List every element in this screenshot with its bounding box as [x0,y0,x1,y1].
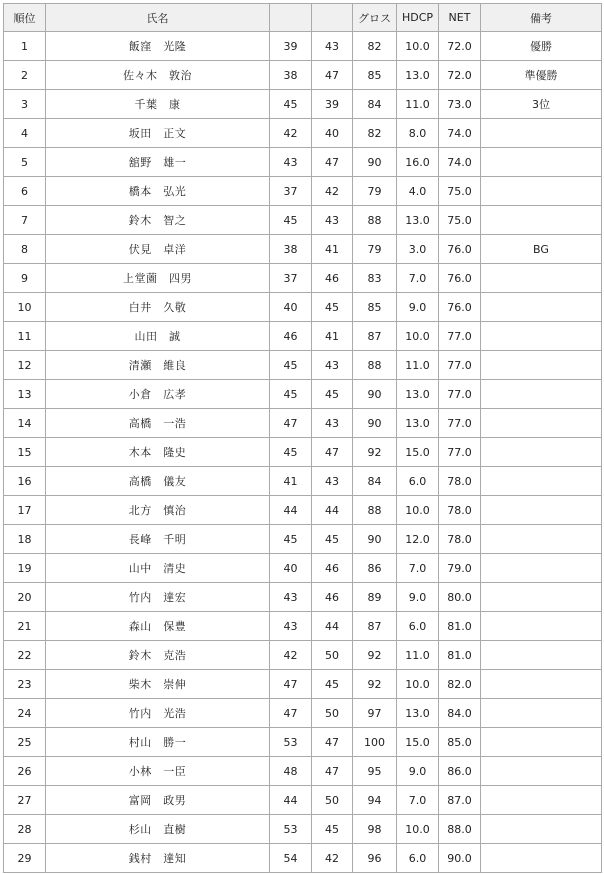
out-score-cell: 43 [270,612,312,641]
in-score-cell: 45 [312,525,353,554]
remarks-cell [481,757,602,786]
net-cell: 79.0 [439,554,481,583]
out-score-cell: 53 [270,728,312,757]
name-cell: 杉山 直樹 [46,815,270,844]
out-score-cell: 40 [270,293,312,322]
gross-cell: 82 [353,32,397,61]
remarks-cell [481,815,602,844]
in-score-cell: 47 [312,148,353,177]
gross-cell: 84 [353,90,397,119]
rank-cell: 12 [4,351,46,380]
in-score-cell: 43 [312,206,353,235]
name-cell: 銭村 達知 [46,844,270,873]
hdcp-cell: 13.0 [397,409,439,438]
out-score-cell: 39 [270,32,312,61]
hdcp-cell: 10.0 [397,670,439,699]
name-cell: 長峰 千明 [46,525,270,554]
name-cell: 森山 保豊 [46,612,270,641]
hdcp-cell: 8.0 [397,119,439,148]
remarks-cell [481,641,602,670]
out-score-cell: 41 [270,467,312,496]
out-score-cell: 47 [270,670,312,699]
table-row [4,641,602,670]
gross-cell: 83 [353,264,397,293]
results-table [3,3,602,873]
hdcp-cell: 4.0 [397,177,439,206]
out-score-cell: 37 [270,177,312,206]
rank-cell: 17 [4,496,46,525]
hdcp-cell: 13.0 [397,699,439,728]
remarks-cell: BG [481,235,602,264]
rank-cell: 14 [4,409,46,438]
in-score-cell: 45 [312,293,353,322]
rank-cell: 28 [4,815,46,844]
gross-cell: 82 [353,119,397,148]
name-cell: 上堂薗 四男 [46,264,270,293]
table-row [4,844,602,873]
net-cell: 76.0 [439,264,481,293]
header-in [312,4,353,32]
in-score-cell: 47 [312,757,353,786]
hdcp-cell: 9.0 [397,293,439,322]
hdcp-cell: 3.0 [397,235,439,264]
in-score-cell: 47 [312,61,353,90]
net-cell: 78.0 [439,467,481,496]
rank-cell: 8 [4,235,46,264]
gross-cell: 92 [353,438,397,467]
gross-cell: 79 [353,177,397,206]
table-row [4,148,602,177]
in-score-cell: 46 [312,554,353,583]
name-cell: 千葉 康 [46,90,270,119]
rank-cell: 4 [4,119,46,148]
gross-cell: 98 [353,815,397,844]
out-score-cell: 45 [270,438,312,467]
in-score-cell: 46 [312,583,353,612]
net-cell: 87.0 [439,786,481,815]
remarks-cell [481,438,602,467]
in-score-cell: 44 [312,612,353,641]
hdcp-cell: 13.0 [397,380,439,409]
table-row [4,32,602,61]
table-row [4,525,602,554]
net-cell: 72.0 [439,61,481,90]
gross-cell: 79 [353,235,397,264]
in-score-cell: 45 [312,380,353,409]
header-name: 氏名 [46,4,270,32]
rank-cell: 23 [4,670,46,699]
name-cell: 北方 慎治 [46,496,270,525]
hdcp-cell: 13.0 [397,206,439,235]
header-remarks: 備考 [481,4,602,32]
hdcp-cell: 12.0 [397,525,439,554]
remarks-cell [481,177,602,206]
out-score-cell: 47 [270,699,312,728]
name-cell: 木本 隆史 [46,438,270,467]
in-score-cell: 39 [312,90,353,119]
rank-cell: 27 [4,786,46,815]
remarks-cell [481,612,602,641]
rank-cell: 24 [4,699,46,728]
table-row [4,90,602,119]
name-cell: 清瀬 維良 [46,351,270,380]
hdcp-cell: 10.0 [397,815,439,844]
remarks-cell [481,583,602,612]
table-row [4,786,602,815]
hdcp-cell: 11.0 [397,351,439,380]
gross-cell: 84 [353,467,397,496]
hdcp-cell: 10.0 [397,32,439,61]
remarks-cell [481,728,602,757]
net-cell: 77.0 [439,322,481,351]
rank-cell: 22 [4,641,46,670]
out-score-cell: 45 [270,206,312,235]
rank-cell: 2 [4,61,46,90]
out-score-cell: 43 [270,583,312,612]
gross-cell: 90 [353,409,397,438]
table-row [4,438,602,467]
rank-cell: 10 [4,293,46,322]
table-row [4,177,602,206]
out-score-cell: 48 [270,757,312,786]
name-cell: 舘野 雄一 [46,148,270,177]
out-score-cell: 42 [270,119,312,148]
hdcp-cell: 7.0 [397,786,439,815]
name-cell: 竹内 達宏 [46,583,270,612]
hdcp-cell: 13.0 [397,61,439,90]
rank-cell: 16 [4,467,46,496]
header-net: NET [439,4,481,32]
net-cell: 81.0 [439,641,481,670]
rank-cell: 3 [4,90,46,119]
hdcp-cell: 15.0 [397,438,439,467]
gross-cell: 87 [353,612,397,641]
name-cell: 村山 勝一 [46,728,270,757]
remarks-cell [481,844,602,873]
in-score-cell: 47 [312,438,353,467]
gross-cell: 90 [353,380,397,409]
table-row [4,467,602,496]
table-row [4,351,602,380]
rank-cell: 21 [4,612,46,641]
table-row [4,409,602,438]
name-cell: 佐々木 敦治 [46,61,270,90]
name-cell: 高橋 儀友 [46,467,270,496]
remarks-cell [481,786,602,815]
net-cell: 75.0 [439,206,481,235]
rank-cell: 5 [4,148,46,177]
table-row [4,612,602,641]
in-score-cell: 42 [312,177,353,206]
in-score-cell: 40 [312,119,353,148]
table-row [4,728,602,757]
out-score-cell: 54 [270,844,312,873]
in-score-cell: 45 [312,815,353,844]
name-cell: 伏見 卓洋 [46,235,270,264]
remarks-cell [481,525,602,554]
in-score-cell: 43 [312,467,353,496]
out-score-cell: 45 [270,380,312,409]
gross-cell: 85 [353,61,397,90]
in-score-cell: 41 [312,322,353,351]
out-score-cell: 46 [270,322,312,351]
net-cell: 77.0 [439,380,481,409]
header-hdcp: HDCP [397,4,439,32]
in-score-cell: 43 [312,351,353,380]
net-cell: 88.0 [439,815,481,844]
hdcp-cell: 15.0 [397,728,439,757]
net-cell: 77.0 [439,409,481,438]
table-row [4,554,602,583]
name-cell: 小倉 広孝 [46,380,270,409]
remarks-cell: 3位 [481,90,602,119]
hdcp-cell: 7.0 [397,264,439,293]
name-cell: 高橋 一浩 [46,409,270,438]
gross-cell: 90 [353,148,397,177]
net-cell: 85.0 [439,728,481,757]
gross-cell: 94 [353,786,397,815]
out-score-cell: 45 [270,351,312,380]
hdcp-cell: 7.0 [397,554,439,583]
out-score-cell: 38 [270,61,312,90]
name-cell: 山田 誠 [46,322,270,351]
table-row [4,699,602,728]
in-score-cell: 43 [312,409,353,438]
table-row [4,322,602,351]
remarks-cell [481,264,602,293]
header-row [4,4,602,32]
table-row [4,757,602,786]
name-cell: 小林 一臣 [46,757,270,786]
net-cell: 78.0 [439,496,481,525]
hdcp-cell: 11.0 [397,90,439,119]
hdcp-cell: 6.0 [397,612,439,641]
out-score-cell: 37 [270,264,312,293]
remarks-cell [481,322,602,351]
table-row [4,119,602,148]
rank-cell: 26 [4,757,46,786]
net-cell: 72.0 [439,32,481,61]
gross-cell: 86 [353,554,397,583]
remarks-cell [481,380,602,409]
in-score-cell: 45 [312,670,353,699]
remarks-cell [481,496,602,525]
out-score-cell: 43 [270,148,312,177]
name-cell: 鈴木 克浩 [46,641,270,670]
remarks-cell [481,119,602,148]
rank-cell: 6 [4,177,46,206]
gross-cell: 100 [353,728,397,757]
net-cell: 77.0 [439,438,481,467]
hdcp-cell: 16.0 [397,148,439,177]
out-score-cell: 45 [270,525,312,554]
net-cell: 86.0 [439,757,481,786]
out-score-cell: 47 [270,409,312,438]
gross-cell: 96 [353,844,397,873]
net-cell: 74.0 [439,148,481,177]
hdcp-cell: 9.0 [397,757,439,786]
remarks-cell [481,699,602,728]
table-row [4,815,602,844]
name-cell: 山中 清史 [46,554,270,583]
out-score-cell: 53 [270,815,312,844]
table-row [4,496,602,525]
in-score-cell: 50 [312,786,353,815]
gross-cell: 88 [353,496,397,525]
name-cell: 橋本 弘光 [46,177,270,206]
net-cell: 80.0 [439,583,481,612]
in-score-cell: 47 [312,728,353,757]
header-rank: 順位 [4,4,46,32]
table-row [4,61,602,90]
in-score-cell: 41 [312,235,353,264]
table-row [4,583,602,612]
net-cell: 77.0 [439,351,481,380]
remarks-cell [481,670,602,699]
in-score-cell: 46 [312,264,353,293]
name-cell: 坂田 正文 [46,119,270,148]
rank-cell: 18 [4,525,46,554]
out-score-cell: 42 [270,641,312,670]
name-cell: 鈴木 智之 [46,206,270,235]
gross-cell: 90 [353,525,397,554]
name-cell: 飯窪 光隆 [46,32,270,61]
out-score-cell: 38 [270,235,312,264]
rank-cell: 13 [4,380,46,409]
net-cell: 84.0 [439,699,481,728]
table-row [4,293,602,322]
remarks-cell [481,206,602,235]
gross-cell: 92 [353,670,397,699]
rank-cell: 1 [4,32,46,61]
name-cell: 富岡 政男 [46,786,270,815]
remarks-cell: 準優勝 [481,61,602,90]
in-score-cell: 43 [312,32,353,61]
name-cell: 竹内 光浩 [46,699,270,728]
out-score-cell: 45 [270,90,312,119]
net-cell: 74.0 [439,119,481,148]
remarks-cell [481,148,602,177]
gross-cell: 92 [353,641,397,670]
in-score-cell: 50 [312,699,353,728]
net-cell: 82.0 [439,670,481,699]
out-score-cell: 40 [270,554,312,583]
hdcp-cell: 6.0 [397,844,439,873]
rank-cell: 9 [4,264,46,293]
gross-cell: 87 [353,322,397,351]
remarks-cell [481,293,602,322]
gross-cell: 85 [353,293,397,322]
remarks-cell [481,409,602,438]
rank-cell: 7 [4,206,46,235]
rank-cell: 20 [4,583,46,612]
table-row [4,670,602,699]
in-score-cell: 50 [312,641,353,670]
hdcp-cell: 10.0 [397,496,439,525]
gross-cell: 89 [353,583,397,612]
in-score-cell: 44 [312,496,353,525]
hdcp-cell: 6.0 [397,467,439,496]
table-row [4,264,602,293]
remarks-cell [481,554,602,583]
remarks-cell [481,351,602,380]
hdcp-cell: 11.0 [397,641,439,670]
header-out [270,4,312,32]
net-cell: 90.0 [439,844,481,873]
rank-cell: 25 [4,728,46,757]
out-score-cell: 44 [270,496,312,525]
rank-cell: 15 [4,438,46,467]
table-row [4,235,602,264]
rank-cell: 19 [4,554,46,583]
rank-cell: 29 [4,844,46,873]
net-cell: 76.0 [439,235,481,264]
gross-cell: 88 [353,351,397,380]
gross-cell: 97 [353,699,397,728]
gross-cell: 95 [353,757,397,786]
in-score-cell: 42 [312,844,353,873]
name-cell: 白井 久敬 [46,293,270,322]
hdcp-cell: 10.0 [397,322,439,351]
net-cell: 78.0 [439,525,481,554]
net-cell: 81.0 [439,612,481,641]
name-cell: 柴木 崇伸 [46,670,270,699]
remarks-cell [481,467,602,496]
table-row [4,206,602,235]
gross-cell: 88 [353,206,397,235]
net-cell: 73.0 [439,90,481,119]
table-row [4,380,602,409]
net-cell: 75.0 [439,177,481,206]
remarks-cell: 優勝 [481,32,602,61]
out-score-cell: 44 [270,786,312,815]
net-cell: 76.0 [439,293,481,322]
header-gross: グロス [353,4,397,32]
rank-cell: 11 [4,322,46,351]
hdcp-cell: 9.0 [397,583,439,612]
